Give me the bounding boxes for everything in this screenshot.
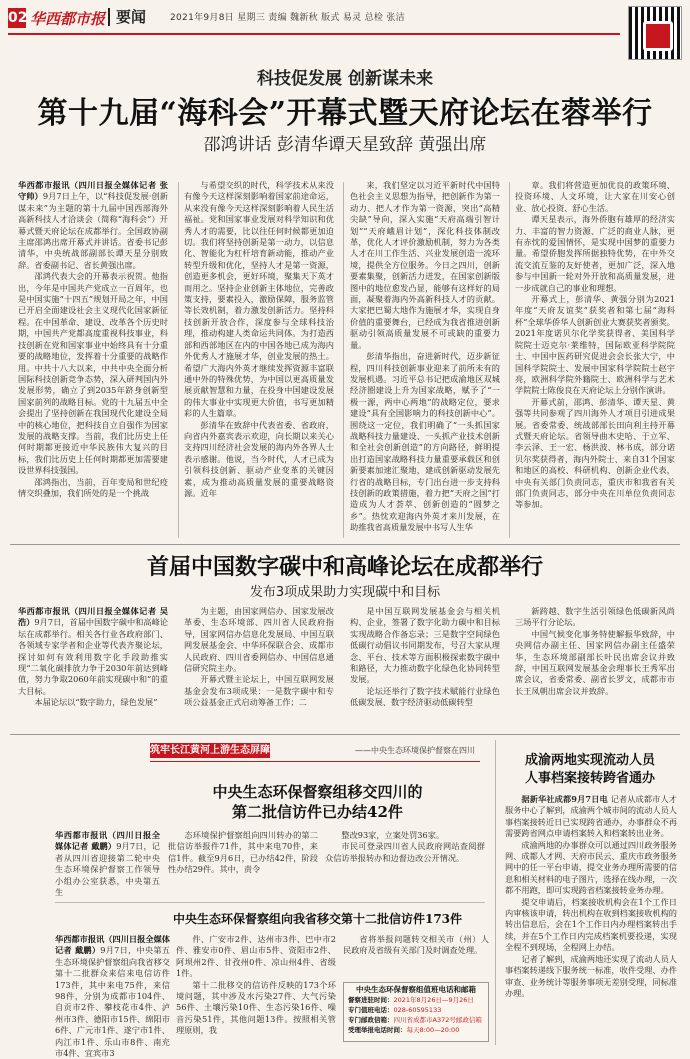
story3-headline-line2: 第二批信访件已办结42件 [232, 803, 403, 821]
page-number: 02 [8, 10, 28, 26]
story5-paragraph: 记者了解到，成渝两地还实现了流动人员人事档案转递线下服务统一标准，收件受理、办件审查、业务统计等服务事项无差别受理，同标准办理。 [505, 953, 677, 998]
story1-paragraph: 开幕式前，邵鸿、彭清华、谭天星、黄强等共同参观了四川海外人才项目引进成果展。省委常委、统战部部长田向利主持开幕式暨天府论坛。省领导曲木史哈、于立军、李云泽、王一宏、杨洪波、林书成，部分诺贝尔奖获得者，海内外院士、来自31个国家和地区的高校、科研机构、创新企业代表，中央有关部门负责同志，重庆市和我省有关部门负责同志，部分中央在川单位负责同志等参加。 [515, 396, 675, 510]
story5-headline-line2: 人事档案接转跨省通办 [524, 771, 655, 786]
story5-paragraph: 提交申请后，档案接收机构会在1个工作日内审核该申请，转出机构在收到档案接收机构的转出信息后，会在1个工作日内办理档案转出手续，并在5个工作日内完成档案机要投递，实现全程不到现场，全程网上办结。 [505, 896, 677, 953]
story1-column-4 [515, 180, 675, 540]
story1-paragraph: 彭清华在致辞中代表省委、省政府，向省内外嘉宾表示欢迎，向长期以来关心支持四川经济社会发展的海内外各界人士表示感谢。他说，当今时代，人才已成为引领科技创新、驱动产业变革的关键因素，成为推动高质量发展的重要战略资源。近年 [184, 419, 334, 498]
story3-column-3 [325, 830, 485, 895]
story5-paragraph: 成渝两地的办事群众可以通过四川政务服务网、成都人才网、天府市民云、重庆市政务服务网中的任一平台申请，提交业务办理所需要的信息和相关材料的电子图片，选择在线办理，一次都不用跑，即可实现跨省档案接转业务办理。 [505, 839, 677, 896]
story1-headline: 第十九届“海科会”开幕式暨天府论坛在蓉举行 [37, 96, 653, 131]
story3-paragraph: 整改93家，立案处罚36家。 [341, 830, 445, 840]
infobox-key: 专门邮政信箱： [348, 1016, 394, 1024]
header-rule [8, 33, 620, 35]
infobox-row [348, 1015, 484, 1025]
story-divider [10, 734, 680, 735]
banner-rule [150, 761, 480, 762]
story5-dateline: 据新华社成都9月7日电 [521, 794, 608, 804]
story1-paragraph: 与希望交织的时代，科学技术从来没有像今天这样深刻影响着国家前途命运，从来没有像今天这样深刻影响着人民生活福祉。党和国家事业发展对科学知识和优秀人才的需要，比以往任何时候都更加迫切。我们将坚持创新是第一动力，以信息化、智能化为杠杆培育新动能，推动产业转型升级和优化，坚持人才是第一资源，创造更多机会，更好环境，聚集天下英才而用之。坚持企业创新主体地位，完善政策支持，要素投入，激励保障，服务监管等长效机制，着力激发创新活力。坚持科技创新开放合作，深度参与全球科技治理，推动构建人类命运共同体。为打造西部和西部地区在内的中国各地已成为海内外优秀人才施展才华，创业发展的热土。希望广大海内外英才继续发挥资源丰富联通中外的特殊优势，为中国以更高质量发展贡献智慧和力量，在投身中国建设发展的伟大事业中实现更大价值，书写更加精彩的人生篇章。 [184, 180, 334, 419]
story3-paragraph: 态环境保护督察组向四川转办的第二批信访举报件71件，其中来电70件，来信1件。截至9月6日，已办结42件，阶段性办结29件。其中，责令 [168, 830, 318, 875]
story3-dateline: 华西都市报讯（四川日报全媒体记者 戴鹏） [55, 830, 160, 852]
infobox-key: 督察进驻时间： [348, 996, 394, 1004]
story1-paragraph: 开幕式上，彭清华、黄强分别为2021年度“天府友谊奖”获奖者和第七届“海科杯”全球华侨华人创新创业大赛获奖者颁奖。2021年度诺贝尔化学奖获得者、美国科学院院士迈克尔·莱维特，国际欧亚科学院院士、中国中医药研究促进会会长张大宁，中国科学院院士、发展中国家科学院院士赵宇亮，欧洲科学院外籍院士、欧洲科学与艺术学院院士陈俊良在天府论坛上分别作演讲。 [515, 294, 675, 396]
story2-paragraph: 开幕式暨主论坛上，中国互联网发展基金会发布3项成果：一是数字碳中和专项公益基金正式启动筹备工作；二 [184, 674, 334, 708]
infobox-row [348, 995, 484, 1005]
story4-paragraph: 9月7日，中央第五生态环境保护督察组向我省移交第十二批群众来信来电信访件173件，其中来电75件，来信98件，分别为成都市104件、自贡市2件、攀枝花市4件、泸州市3件、德阳市15件、绵阳市6件、广元市1件、遂宁市1件、内江市1件、乐山市8件、南充市4件、宜宾市3 [55, 945, 170, 1059]
column-divider [178, 182, 179, 538]
story-divider [10, 544, 680, 545]
header-date-line: 2021年9月8日 星期三 责编 魏新秋 版式 易灵 总检 张洁 [170, 13, 405, 23]
story4-headline: 中央生态环保督察组向我省移交第十二批信访件173件 [172, 912, 463, 926]
story5-headline-line1: 成渝两地实现流动人员 [524, 753, 655, 768]
column-divider [509, 182, 510, 538]
story1-column-3 [350, 180, 500, 540]
column-divider [343, 182, 344, 538]
story2-headline: 首届中国数字碳中和高峰论坛在成都举行 [146, 554, 543, 580]
infobox-row [348, 1025, 484, 1035]
story-divider [55, 902, 485, 903]
story4-column-1 [55, 934, 170, 1059]
story1-dateline: 华西都市报讯（四川日报全媒体记者 张守帅） [18, 180, 168, 202]
infobox-key: 专门值班电话： [348, 1006, 394, 1014]
story5-paragraph: 记者从成都市人才服务中心了解到，成渝两个城市间的流动人员人事档案接转近日已实现跨省通办，办事群众不再需要跨省网点申请档案转入和档案转出业务。 [505, 794, 677, 839]
topic-banner: 筑牢长江黄河上游生态屏障 [150, 745, 270, 756]
story1-kicker: 科技促发展 创新谋未来 [257, 69, 433, 89]
story3-column-2 [168, 830, 318, 895]
section-label: 要闻 [108, 8, 146, 26]
story2-paragraph: 为主题，由国家网信办、国家发展改革委、生态环境部、四川省人民政府指导，国家网信办信息化发展局、中国互联网发展基金会、中华环保联合会、成都市人民政府、四川省委网信办、中国信息通信研究院主办。 [184, 606, 334, 674]
story3-column-1 [55, 830, 160, 898]
story1-paragraph: 来，我们坚定以习近平新时代中国特色社会主义思想为指导，把创新作为第一动力、把人才作为第一资源，突出“高精尖缺”导向，深入实施“天府高端引智计划”“天府峨眉计划”，深化科技体制改革，优化人才评价激励机制，努力为各类人才在川工作生活、兴业发展创造一流环境，提供全方位服务。今日之四川，创新要素集聚，创新活力迸发，在国家创新版图中的地位愈发凸显，能够有这样好的局面，凝聚着海内外高新科技人才的贡献。大家把巴蜀大地作为施展才华，实现自身价值的重要舞台，已经成为我省推进创新驱动引领高质量发展不可或缺的重要力量。 [350, 180, 500, 350]
infobox-key: 受理举报电话时间： [348, 1026, 407, 1034]
hotline-info-box [343, 982, 489, 1042]
story2-paragraph: 9月7日，首届中国数字碳中和高峰论坛在成都举行。相关各行业各政府部门、各领域专家学者和企业等代表齐聚论坛，探讨如何有效利用数字化手段助推实现“二氧化碳排放力争于2030年前达到峰值，努力争取2060年前实现碳中和”的重大目标。 [18, 617, 168, 696]
newspaper-logo: 华西都市报 [30, 10, 106, 28]
story2-column-4 [515, 606, 675, 726]
story4-paragraph: 省将举报问题转交相关市（州）人民政府及省级有关部门及时调查处理。 [343, 934, 489, 956]
story2-paragraph: 本届论坛以“数字助力，绿色发展” [34, 697, 158, 708]
story3-headline-line1: 中央生态环保督察组移交四川的 [212, 783, 423, 801]
story1-paragraph: 邵鸿指出，当前，百年变局和世纪疫情交织叠加，我们所处的是一个挑战 [18, 476, 168, 498]
qr-code-icon [628, 6, 682, 60]
story4-column-2 [176, 934, 336, 1042]
story1-subhead: 邵鸿讲话 彭清华谭天星致辞 黄强出席 [203, 135, 487, 155]
story5-headline [500, 752, 680, 788]
infobox-value: 028-60595133 [393, 1006, 442, 1014]
story2-paragraph: 论坛还举行了数字技术赋能行业绿色低碳发展、数字经济驱动低碳转型 [350, 685, 500, 708]
story2-paragraph: 新跨越、数字生活引领绿色低碳新风尚三场平行分论坛。 [515, 606, 675, 628]
story3-paragraph: 9月7日，记者从四川省迎接第二轮中央生态环境保护督察工作领导小组办公室获悉，中央第五生 [55, 841, 160, 898]
story3-headline [150, 782, 485, 822]
story1-paragraph: 邵鸿代表大会的开幕表示祝贺。他指出，今年是中国共产党成立一百周年，也是中国实施“十四五”规划开局之年，中国已开启全面建设社会主义现代化国家新征程。在中国革命、建设、改革各个历史时期，中国共产党都高度重视科技事业，科技创新在党和国家事业中始终具有十分重要的战略地位，发挥着十分重要的战略作用。中共十八大以来，中共中央全面分析国际科技创新竞争态势，深入研判国内外发展形势，确立了到2035年跻身创新型国家前列的战略目标。党的十九届五中全会提出了坚持创新在我国现代化建设全局中的核心地位，把科技自立自强作为国家发展的战略支撑。当前，我们比历史上任何时期都更接近中华民族伟大复兴的目标，我们比历史上任何时期都更加需要建设世界科技强国。 [18, 271, 168, 476]
infobox-value: 2021年8月26日—9月26日 [393, 996, 474, 1004]
story1-paragraph: 章。我们将营造更加优良的政策环境、投资环境、人文环境，让大家在川安心创业、放心投资、舒心生活。 [515, 180, 675, 213]
infobox-title: 中央生态环保督察组值班电话和邮箱 [356, 985, 476, 994]
story1-paragraph: 彭清华指出，奋进新时代，迈步新征程，四川科技创新事业迎来了前所未有的发展机遇。习近平总书记把成渝地区双城经济圈建设上升为国家战略，赋予了“一极一源，两中心两地”的战略定位，要求建设“具有全国影响力的科技创新中心”。围绕这一定位，我们明确了“一头抓国家战略科技力量建设、一头抓产业技术创新和全社会创新创造”的方向路径，鲜明提出打造国家战略科技力量重要承载区和创新要素加速汇聚地，建成创新驱动发展先行省的战略目标，专门出台进一步支持科技创新的政策措施，着力把“天府之国”打造成为人才荟萃、创新创造的“圆梦之乡”。热忱欢迎海内外英才来川发展，在助推我省高质量发展中书写人生华 [350, 351, 500, 533]
story4-paragraph: 件、广安市2件、达州市3件、巴中市2件、雅安市0件、眉山市5件、资阳市2件、阿坝州2件、甘孜州0件、凉山州4件、省级1件。 [176, 934, 336, 979]
story1-column-1 [18, 180, 168, 540]
infobox-value: 四川省成都市A372号邮政信箱 [393, 1016, 482, 1024]
story2-column-3 [350, 606, 500, 726]
story4-paragraph: 第十二批移交的信访件反映的173个环境问题，其中涉及水污染27件、大气污染56件、土壤污染10件、生态污染16件、噪音污染51件，其他问题13件。按照相关管理原则，我 [176, 979, 336, 1036]
story2-paragraph: 中国气候变化事务特使解振华致辞，中央网信办副主任、国家网信办副主任盛荣华，生态环境部副部长叶民出席会议并致辞，中国互联网发展基金会理事长王秀军出席会议，省委常委、副省长罗文，成都市市长王凤朝出席会议并致辞。 [515, 628, 675, 696]
topic-banner-sub: ——中央生态环境保护督察在四川 [355, 746, 475, 755]
story1-paragraph: 9月7日上午，以“科技促发展·创新谋未来”为主题的第十九届中国西部海外高新科技人才洽谈会（简称“海科会”）开幕式暨天府论坛在成都举行。全国政协副主席邵鸿出席开幕式并讲话。省委书记彭清华，中央统战部副部长谭天星分别致辞。省委副书记、省长黄强出席。 [18, 191, 168, 270]
story5-column [505, 794, 677, 1044]
story4-dateline: 华西都市报讯（四川日报全媒体记者 戴鹏） [55, 934, 170, 956]
story1-column-2 [184, 180, 334, 540]
story3-paragraph: 市民可登录四川省人民政府网站查阅群众信访举报转办和边督边改公开情况。 [325, 841, 485, 863]
infobox-row [348, 1005, 484, 1015]
story2-dateline: 华西都市报讯（四川日报全媒体记者 吴浩） [18, 606, 168, 628]
column-divider [495, 740, 496, 1045]
infobox-value: 每天8:00—20:00 [406, 1026, 460, 1034]
story2-column-1 [18, 606, 168, 726]
story1-paragraph: 谭天星表示，海外侨胞有雄厚的经济实力、丰富的智力资源、广泛的商业人脉，更有赤忱的爱国情怀，是实现中国梦的重要力量。希望侨胞发挥所据独特优势，在中外交流交流互鉴的友好使者，更加广泛，深入地参与中国新一轮对外开放和高质量发展，进一步成就自己的事业和理想。 [515, 214, 675, 293]
story2-paragraph: 是中国互联网发展基金会与相关机构、企业，签署了数字化助力碳中和目标实现战略合作备忘录；三是数字空间绿色低碳行动倡议书同期发布，号召大家从理念、平台、技术等方面积极探索数字碳中和路径，大力推动数字化绿色化协同转型发展。 [350, 606, 500, 685]
story4-column-3 [343, 934, 489, 978]
story2-subhead: 发布3项成果助力实现碳中和目标 [249, 585, 441, 600]
story2-column-2 [184, 606, 334, 726]
